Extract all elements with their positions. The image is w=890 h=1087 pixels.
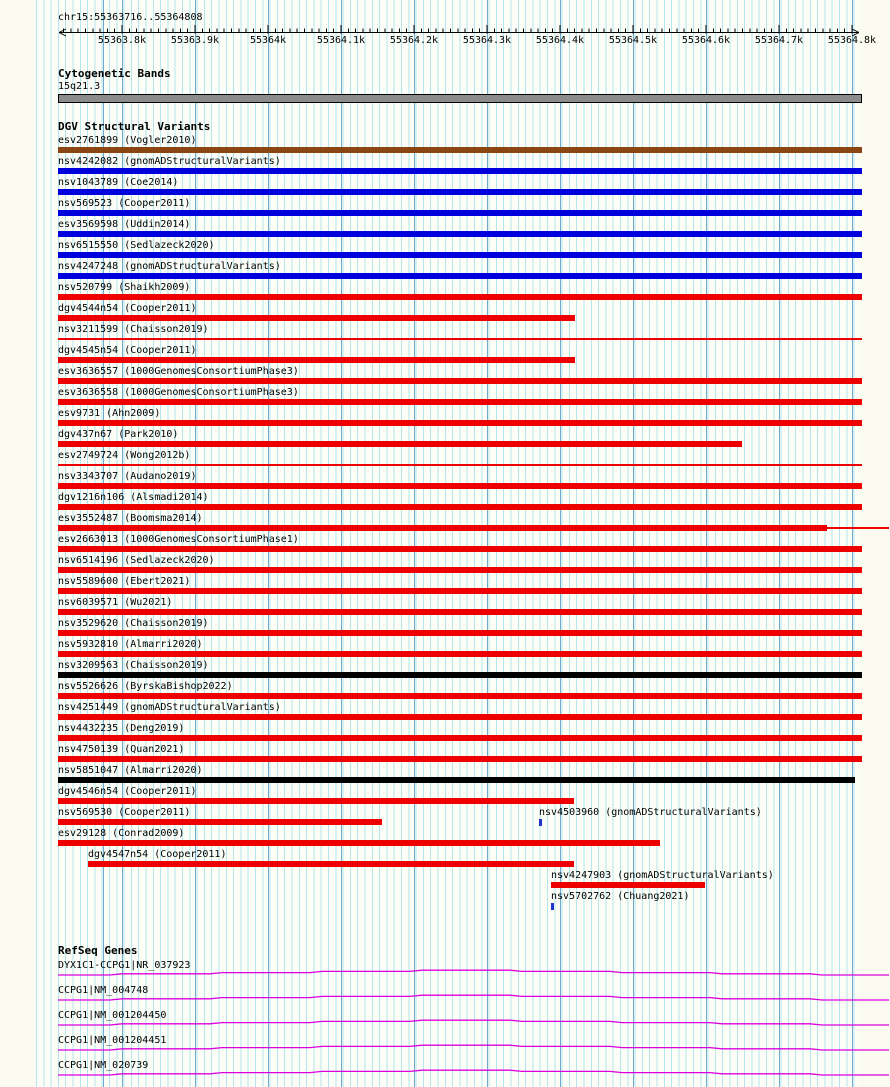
variant-label: nsv4242082 (gnomADStructuralVariants) (58, 156, 281, 167)
variant-label: nsv5526626 (ByrskaBishop2022) (58, 681, 233, 692)
variant-label: nsv3529620 (Chaisson2019) (58, 618, 209, 629)
variant-label: dgv4546n54 (Cooper2011) (58, 786, 197, 797)
variant-label: dgv4545n54 (Cooper2011) (58, 345, 197, 356)
variant-bar[interactable] (58, 651, 862, 657)
variant-label: esv2761899 (Vogler2010) (58, 135, 197, 146)
variant-bar[interactable] (58, 798, 574, 804)
variant-bar[interactable] (58, 588, 862, 594)
variant-label: nsv6039571 (Wu2021) (58, 597, 173, 608)
ruler-tick-label: 55364.2k (389, 35, 439, 46)
variant-label: nsv5851047 (Almarri2020) (58, 765, 203, 776)
variant-bar[interactable] (58, 464, 862, 466)
variant-label: nsv5932810 (Almarri2020) (58, 639, 203, 650)
variant-label: nsv4750139 (Quan2021) (58, 744, 185, 755)
region-title: chr15:55363716..55364808 (58, 12, 203, 23)
gene-line[interactable] (0, 967, 890, 979)
variant-label: nsv4251449 (gnomADStructuralVariants) (58, 702, 281, 713)
variant-bar[interactable] (58, 168, 862, 174)
variant-label: esv2749724 (Wong2012b) (58, 450, 191, 461)
variant-bar[interactable] (58, 273, 862, 279)
variant-bar[interactable] (58, 504, 862, 510)
variant-bar[interactable] (58, 231, 862, 237)
variant-bar[interactable] (58, 546, 862, 552)
ruler-tick-label: 55364.4k (535, 35, 585, 46)
cytogenetic-band[interactable] (58, 94, 862, 103)
variant-label: esv29128 (Conrad2009) (58, 828, 185, 839)
variant-bar[interactable] (58, 483, 862, 489)
variant-label: nsv3343707 (Audano2019) (58, 471, 197, 482)
dgv-header: DGV Structural Variants (58, 120, 211, 133)
ruler-tick-label: 55363.9k (170, 35, 220, 46)
gene-label: CCPG1|NM_001204451 (58, 1035, 167, 1046)
ruler-tick-label: 55363.8k (97, 35, 147, 46)
variant-label: esv3569598 (Uddin2014) (58, 219, 191, 230)
gene-label: CCPG1|NM_004748 (58, 985, 149, 996)
variant-bar[interactable] (88, 861, 574, 867)
ruler-tick-label: 55364.5k (608, 35, 658, 46)
variant-label: dgv4544n54 (Cooper2011) (58, 303, 197, 314)
variant-label: nsv4432235 (Deng2019) (58, 723, 185, 734)
variant-bar-tail[interactable] (827, 527, 889, 529)
variant-bar[interactable] (58, 357, 575, 363)
variant-label: nsv6514196 (Sedlazeck2020) (58, 555, 215, 566)
variant-label: esv9731 (Ahn2009) (58, 408, 161, 419)
variant-label: nsv5702762 (Chuang2021) (551, 891, 690, 902)
variant-bar[interactable] (58, 441, 742, 447)
variant-bar[interactable] (58, 338, 862, 340)
ruler-tick-label: 55364.8k (827, 35, 877, 46)
variant-bar[interactable] (58, 693, 862, 699)
ruler-tick-label: 55364.3k (462, 35, 512, 46)
variant-label: esv2663013 (1000GenomesConsortiumPhase1) (58, 534, 299, 545)
variant-label: dgv4547n54 (Cooper2011) (88, 849, 227, 860)
variant-bar[interactable] (58, 399, 862, 405)
variant-label: esv3636558 (1000GenomesConsortiumPhase3) (58, 387, 299, 398)
ruler-tick-label: 55364.1k (316, 35, 366, 46)
gene-label: CCPG1|NM_020739 (58, 1060, 149, 1071)
variant-bar[interactable] (58, 630, 862, 636)
gene-label: DYX1C1-CCPG1|NR_037923 (58, 960, 191, 971)
variant-bar[interactable] (58, 777, 855, 783)
ruler-tick-label: 55364k (249, 35, 287, 46)
variant-bar[interactable] (58, 294, 862, 300)
variant-label: esv3552487 (Boomsma2014) (58, 513, 203, 524)
gene-line[interactable] (0, 1017, 890, 1029)
variant-label: esv3636557 (1000GenomesConsortiumPhase3) (58, 366, 299, 377)
variant-bar[interactable] (58, 147, 862, 153)
variant-bar[interactable] (58, 525, 827, 531)
variant-label: nsv3209563 (Chaisson2019) (58, 660, 209, 671)
ruler-tick-label: 55364.7k (754, 35, 804, 46)
gene-line[interactable] (0, 1067, 890, 1079)
variant-bar[interactable] (58, 735, 862, 741)
variant-bar[interactable] (58, 714, 862, 720)
cytogenetic-band-label: 15q21.3 (58, 81, 101, 92)
variant-bar[interactable] (58, 672, 862, 678)
variant-bar[interactable] (551, 882, 705, 888)
variant-bar[interactable] (58, 840, 660, 846)
variant-bar[interactable] (58, 189, 862, 195)
variant-bar[interactable] (58, 819, 382, 825)
variant-label: nsv3211599 (Chaisson2019) (58, 324, 209, 335)
variant-point[interactable] (539, 819, 542, 826)
variant-bar[interactable] (58, 210, 862, 216)
variant-bar[interactable] (58, 315, 575, 321)
gene-line[interactable] (0, 1042, 890, 1054)
variant-point[interactable] (551, 903, 554, 910)
variant-label: nsv569523 (Cooper2011) (58, 198, 191, 209)
variant-label: nsv5589600 (Ebert2021) (58, 576, 191, 587)
ruler-tick-label: 55364.6k (681, 35, 731, 46)
variant-label: nsv4503960 (gnomADStructuralVariants) (539, 807, 762, 818)
variant-bar[interactable] (58, 378, 862, 384)
variant-label: nsv4247903 (gnomADStructuralVariants) (551, 870, 774, 881)
cytogenetic-header: Cytogenetic Bands (58, 67, 171, 80)
gene-line[interactable] (0, 992, 890, 1004)
variant-label: nsv6515550 (Sedlazeck2020) (58, 240, 215, 251)
variant-label: dgv1216n106 (Alsmadi2014) (58, 492, 209, 503)
variant-bar[interactable] (58, 252, 862, 258)
refseq-header: RefSeq Genes (58, 944, 138, 957)
variant-label: nsv4247248 (gnomADStructuralVariants) (58, 261, 281, 272)
variant-bar[interactable] (58, 756, 862, 762)
variant-label: dgv437n67 (Park2010) (58, 429, 179, 440)
variant-label: nsv1043789 (Coe2014) (58, 177, 179, 188)
variant-label: nsv569530 (Cooper2011) (58, 807, 191, 818)
variant-bar[interactable] (58, 609, 862, 615)
variant-label: nsv520799 (Shaikh2009) (58, 282, 191, 293)
variant-bar[interactable] (58, 567, 862, 573)
variant-bar[interactable] (58, 420, 862, 426)
gene-label: CCPG1|NM_001204450 (58, 1010, 167, 1021)
